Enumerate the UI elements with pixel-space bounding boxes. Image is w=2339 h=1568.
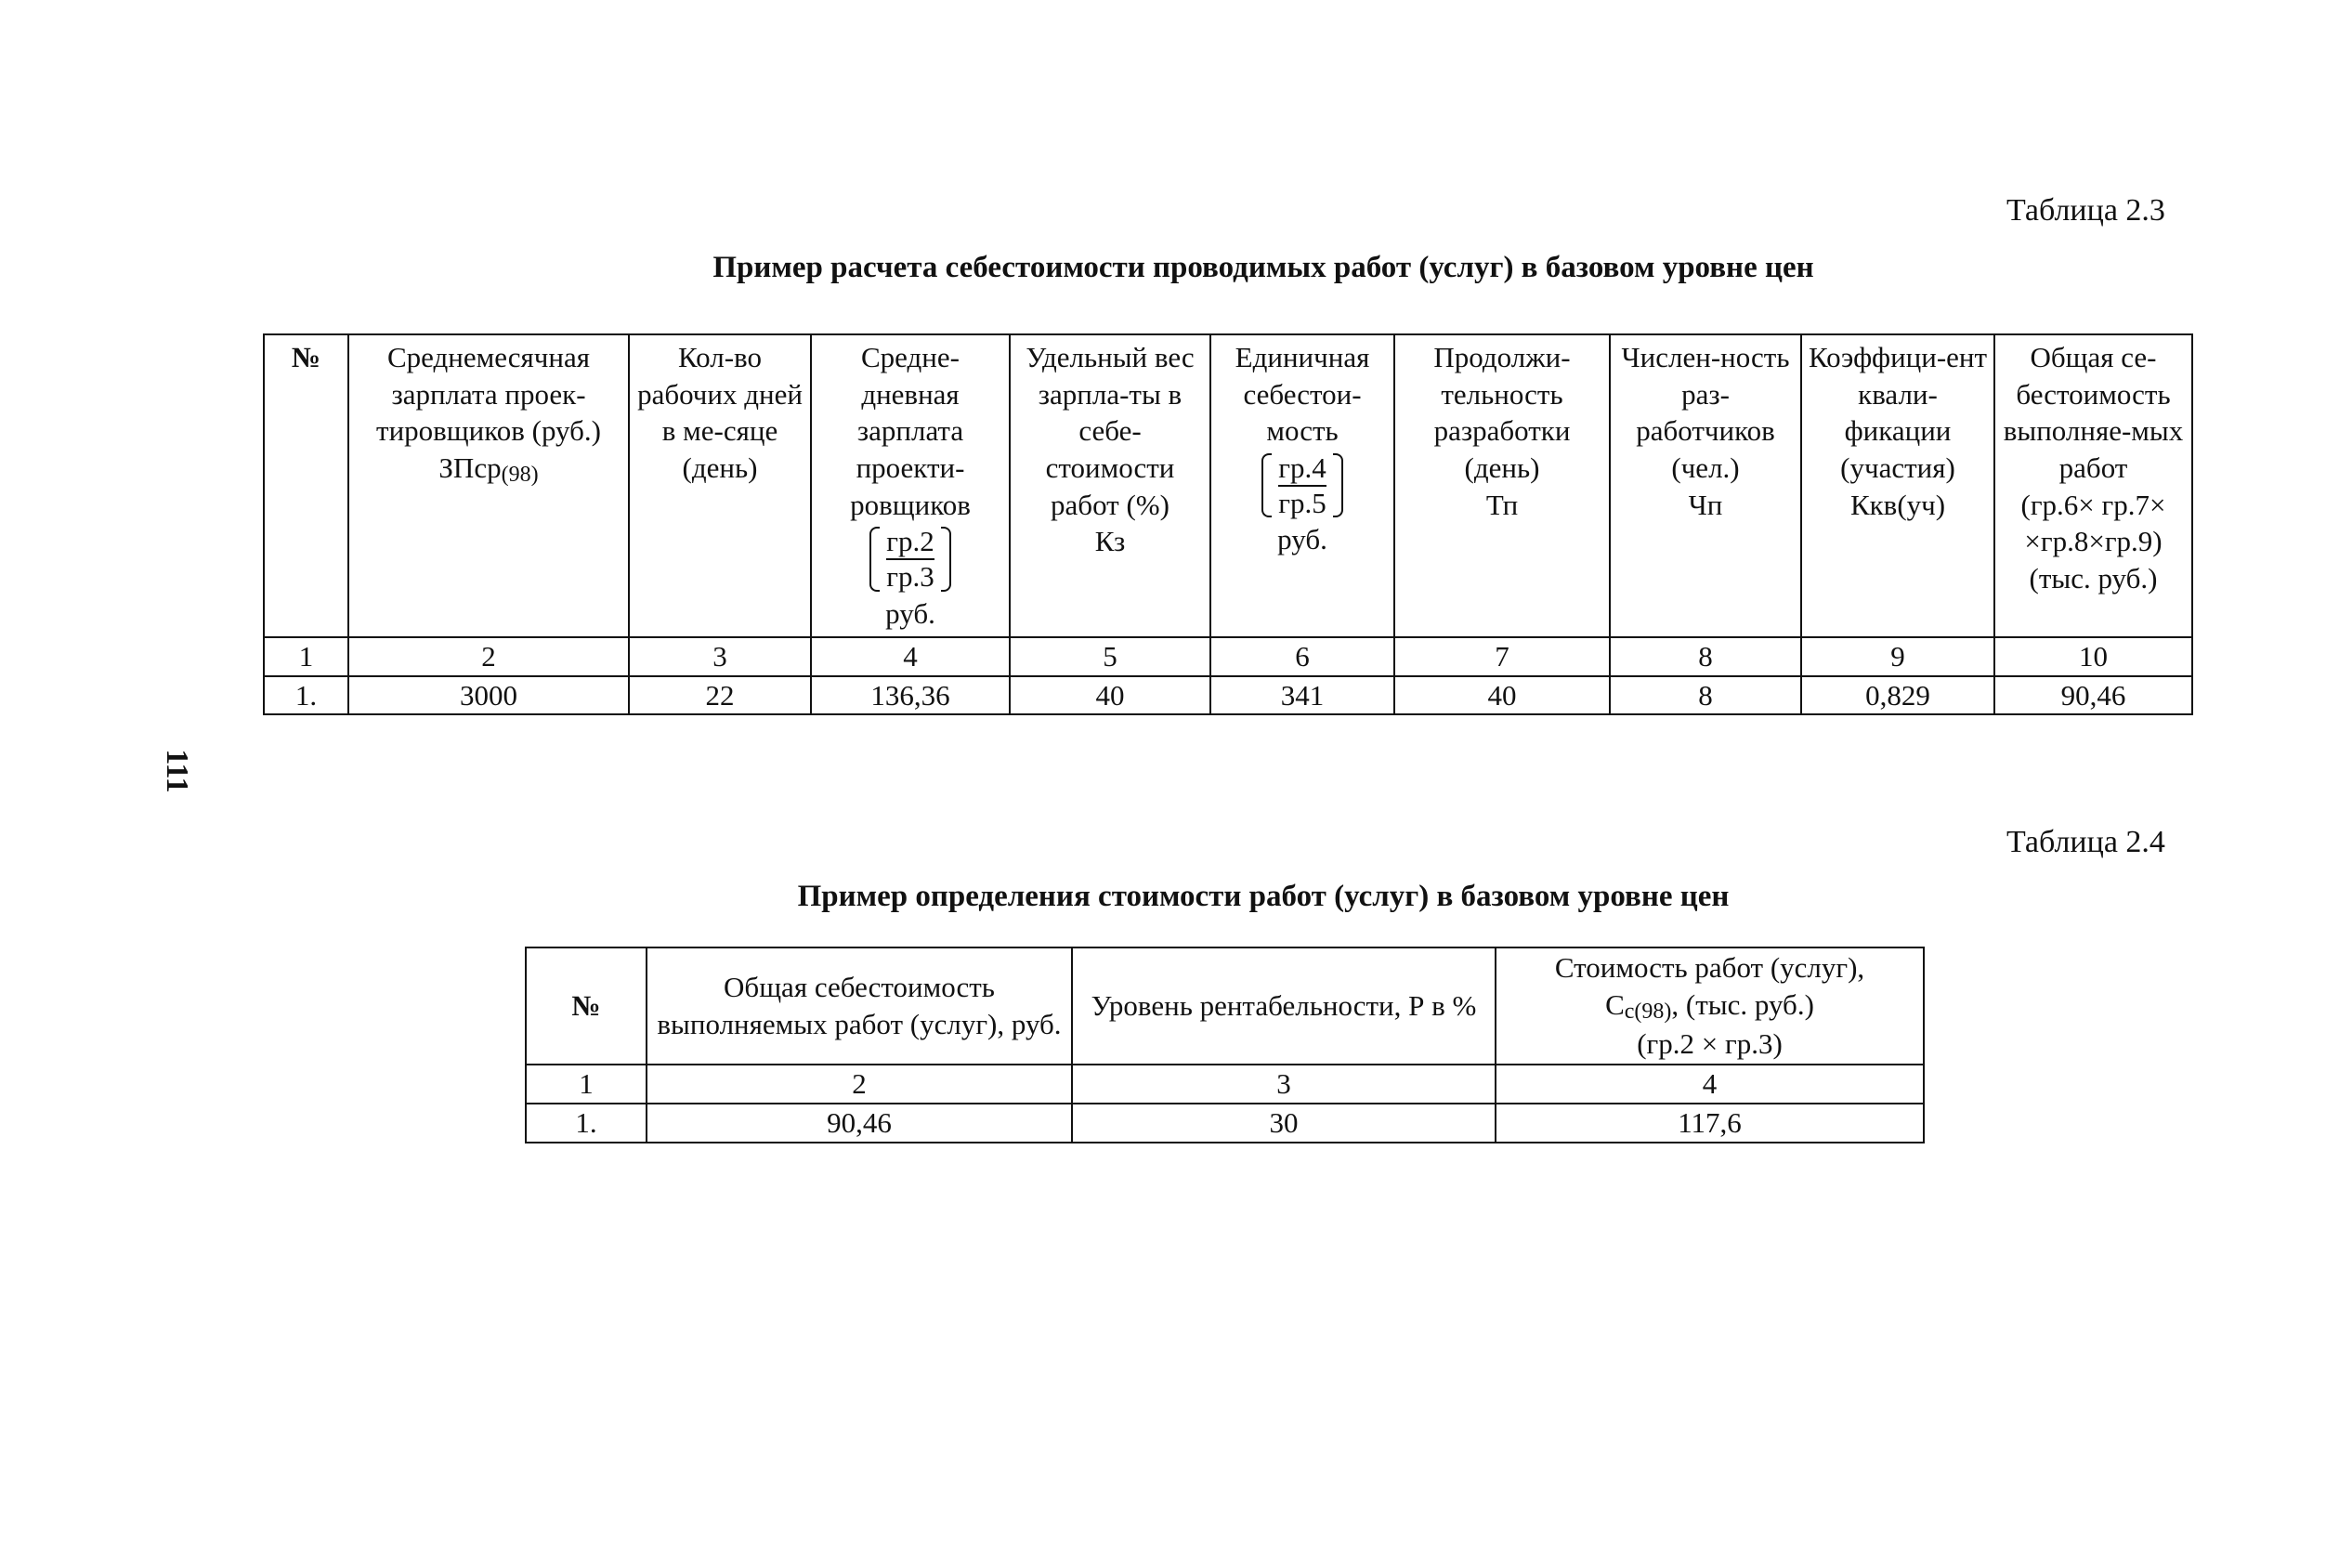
header-number: № <box>264 334 348 637</box>
table-row <box>264 676 2192 715</box>
table-header-row <box>526 947 1924 1065</box>
header-avg-daily-salary <box>811 334 1010 637</box>
column-number: 9 <box>1801 637 1994 676</box>
table-cell: 117,6 <box>1496 1104 1924 1143</box>
header-headcount <box>1610 334 1801 637</box>
column-number: 1 <box>264 637 348 676</box>
table-cell: 40 <box>1010 676 1210 715</box>
table-header-row <box>264 334 2192 637</box>
column-number-row <box>264 637 2192 676</box>
column-number: 4 <box>1496 1065 1924 1104</box>
column-number: 2 <box>647 1065 1072 1104</box>
header-profitability-level: Уровень рентабельности, Р в % <box>1072 947 1496 1065</box>
table-cell: 90,46 <box>1994 676 2192 715</box>
column-number: 6 <box>1210 637 1394 676</box>
header-salary-share <box>1010 334 1210 637</box>
header-text: Средне-дневная зарплата проекти-ровщиков <box>850 341 971 521</box>
table-2-3-title: Пример расчета себестоимости проводимых работ (услуг) в базовом уровне цен <box>712 251 1814 284</box>
column-number: 8 <box>1610 637 1801 676</box>
header-symbol: ЗПср(98) <box>438 451 539 488</box>
header-number: № <box>526 947 647 1065</box>
table-row <box>526 1104 1924 1143</box>
header-symbol: Ккв(уч) <box>1849 488 1946 521</box>
header-work-price <box>1496 947 1924 1065</box>
table-2-4-title: Пример определения стоимости работ (услуг) в базовом уровне цен <box>797 880 1730 913</box>
header-duration <box>1394 334 1610 637</box>
fraction-denominator: гр.3 <box>886 560 934 593</box>
header-text: Продолжи-тельность разработки (день) <box>1433 341 1571 485</box>
column-number: 4 <box>811 637 1010 676</box>
column-number: 7 <box>1394 637 1610 676</box>
table-cell: 3000 <box>348 676 629 715</box>
header-unit-cost <box>1210 334 1394 637</box>
column-number-row <box>526 1065 1924 1104</box>
header-symbol: Тп <box>1485 488 1519 521</box>
fraction-numerator: гр.4 <box>1278 451 1326 487</box>
table-2-4-label: Таблица 2.4 <box>2006 825 2165 859</box>
fraction-numerator: гр.2 <box>886 525 934 560</box>
header-text: Числен-ность раз-работчиков (чел.) <box>1621 341 1790 485</box>
header-avg-monthly-salary <box>348 334 629 637</box>
column-number: 3 <box>1072 1065 1496 1104</box>
table-cell: 1. <box>526 1104 647 1143</box>
header-text: Единичная себестои-мость <box>1235 341 1370 448</box>
header-text: Стоимость работ (услуг), <box>1554 950 1865 984</box>
table-cell: 0,829 <box>1801 676 1994 715</box>
header-symbol: Сс(98), (тыс. руб.) <box>1605 987 1814 1024</box>
column-number: 5 <box>1010 637 1210 676</box>
column-number: 10 <box>1994 637 2192 676</box>
header-formula: (гр.2 × гр.3) <box>1637 1027 1783 1061</box>
header-text: Удельный вес зарпла-ты в себе-стоимости работ (%) <box>1026 341 1195 521</box>
header-unit: руб. <box>1277 523 1327 556</box>
fraction-denominator: гр.5 <box>1278 486 1326 519</box>
header-text: Среднемесячная зарплата проек-тировщиков (руб.) <box>376 341 601 448</box>
header-text: Общая се-бестоимость выполняе-мых работ <box>2003 341 2184 485</box>
header-formula: (гр.6× гр.7× ×гр.8×гр.9) <box>2020 488 2166 558</box>
table-cell: 136,36 <box>811 676 1010 715</box>
column-number: 3 <box>629 637 811 676</box>
page-number: 111 <box>160 749 194 793</box>
fraction-bracket <box>1261 451 1342 519</box>
table-cell: 30 <box>1072 1104 1496 1143</box>
work-price-table <box>525 947 1925 1143</box>
header-symbol: Кз <box>1094 525 1126 558</box>
table-cell: 90,46 <box>647 1104 1072 1143</box>
fraction-bracket <box>869 525 950 593</box>
cost-calculation-table <box>263 333 2193 715</box>
table-cell: 341 <box>1210 676 1394 715</box>
column-number: 2 <box>348 637 629 676</box>
header-total-cost: Общая себестоимость выполняемых работ (услуг), руб. <box>647 947 1072 1065</box>
header-qualification-coefficient <box>1801 334 1994 637</box>
header-symbol: Чп <box>1688 488 1723 521</box>
table-cell: 40 <box>1394 676 1610 715</box>
header-total-cost <box>1994 334 2192 637</box>
header-unit: (тыс. руб.) <box>2029 562 2158 595</box>
header-working-days <box>629 334 811 637</box>
table-cell: 8 <box>1610 676 1801 715</box>
column-number: 1 <box>526 1065 647 1104</box>
table-2-3-label: Таблица 2.3 <box>2006 193 2165 228</box>
table-cell: 1. <box>264 676 348 715</box>
table-cell: 22 <box>629 676 811 715</box>
header-text: Кол-во рабочих дней в ме-сяце (день) <box>637 341 803 485</box>
header-text: Коэффици-ент квали-фикации (участия) <box>1808 341 1988 485</box>
header-unit: руб. <box>885 596 935 630</box>
